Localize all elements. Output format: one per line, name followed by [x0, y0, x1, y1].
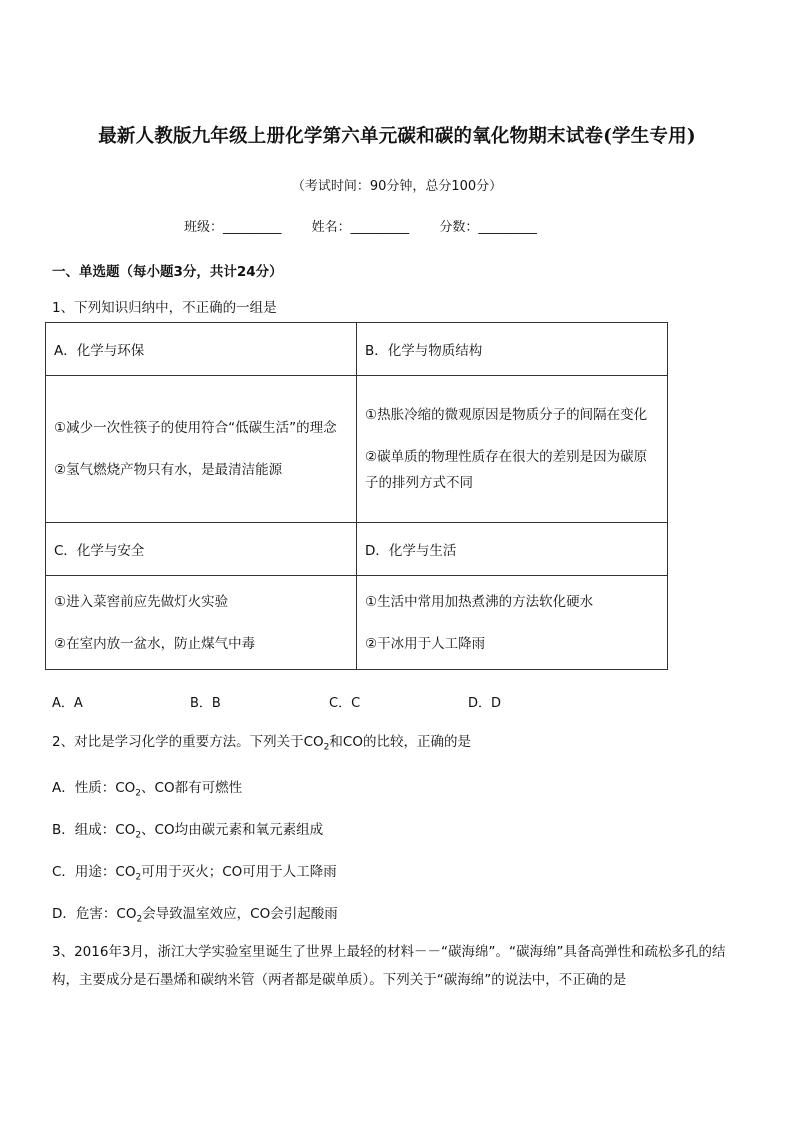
table-text: ①生活中常用加热煮沸的方法软化硬水: [365, 593, 594, 610]
question-2-option-d[interactable]: [52, 902, 338, 925]
score-field: 分数：_________: [439, 220, 537, 235]
choice-c[interactable]: C．C: [329, 696, 361, 711]
question-2-option-c[interactable]: [52, 860, 337, 883]
table-cell-b-head: B．化学与物质结构: [357, 323, 668, 376]
table-text: ②碳单质的物理性质存在很大的差别是因为碳原子的排列方式不同: [365, 449, 648, 491]
table-cell-c-body: [46, 576, 357, 670]
table-text: ①减少一次性筷子的使用符合“低碳生活”的理念: [54, 420, 337, 436]
subscript: 2: [135, 830, 142, 841]
table-text: ②氢气燃烧产物只有水，是最清洁能源: [54, 462, 283, 478]
student-info-fields: [184, 216, 563, 235]
table-text: ②干冰用于人工降雨: [365, 635, 486, 652]
table-cell-a-body: [46, 376, 357, 523]
table-cell-a-head: A．化学与环保: [46, 323, 357, 376]
choice-b[interactable]: B．B: [190, 696, 221, 711]
class-field: 班级：_________: [184, 220, 282, 235]
option-text: B．组成：CO: [52, 822, 136, 838]
table-cell-c-head: C．化学与安全: [46, 523, 357, 576]
subscript: 2: [323, 742, 330, 753]
name-field: 姓名：_________: [311, 220, 410, 235]
subscript: 2: [135, 872, 142, 883]
question-2-stem: [52, 728, 742, 762]
question-2-option-b[interactable]: [52, 818, 323, 841]
table-text: ①进入菜窖前应先做灯火实验: [54, 593, 229, 610]
table-cell-b-body: [357, 376, 668, 523]
option-text: A．性质：CO: [52, 780, 136, 796]
choice-d[interactable]: D．D: [468, 696, 502, 711]
exam-title: 最新人教版九年级上册化学第六单元碳和碳的氧化物期末试卷(学生专用): [98, 126, 696, 147]
option-text: 、CO均由碳元素和氧元素组成: [141, 822, 324, 838]
stem-text: 2、对比是学习化学的重要方法。下列关于CO: [52, 734, 324, 750]
question-2-option-a[interactable]: [52, 776, 242, 799]
exam-subtitle: （考试时间：90分钟，总分100分）: [291, 179, 503, 194]
table-cell-d-head: D．化学与生活: [357, 523, 668, 576]
question-3-stem: 3、2016年3月，浙江大学实验室里诞生了世界上最轻的材料－－“碳海绵”。“碳海绵”具备高弹性和疏松多孔的结构，主要成分是石墨烯和碳纳米管（两者都是碳单质）。下列关于“碳海绵”的说法中，不正确的是: [52, 944, 726, 988]
option-text: 、CO都有可燃性: [141, 780, 243, 796]
table-text: ②在室内放一盆水，防止煤气中毒: [54, 635, 256, 652]
question-1-table: [45, 322, 668, 670]
option-text: C．用途：CO: [52, 864, 136, 880]
stem-text: 和CO的比较，正确的是: [329, 734, 471, 750]
choice-a[interactable]: A．A: [52, 696, 83, 711]
table-cell-d-body: [357, 576, 668, 670]
option-text: D．危害：CO: [52, 906, 137, 922]
option-text: 会导致温室效应，CO会引起酸雨: [142, 906, 338, 922]
subscript: 2: [135, 788, 142, 799]
subscript: 2: [136, 914, 143, 925]
option-text: 可用于灭火；CO可用于人工降雨: [141, 864, 337, 880]
question-1-stem: 1、下列知识归纳中，不正确的一组是: [52, 300, 277, 316]
section-heading: 一、单选题（每小题3分，共计24分）: [52, 264, 283, 280]
table-text: ①热胀冷缩的微观原因是物质分子的间隔在变化: [365, 407, 648, 423]
